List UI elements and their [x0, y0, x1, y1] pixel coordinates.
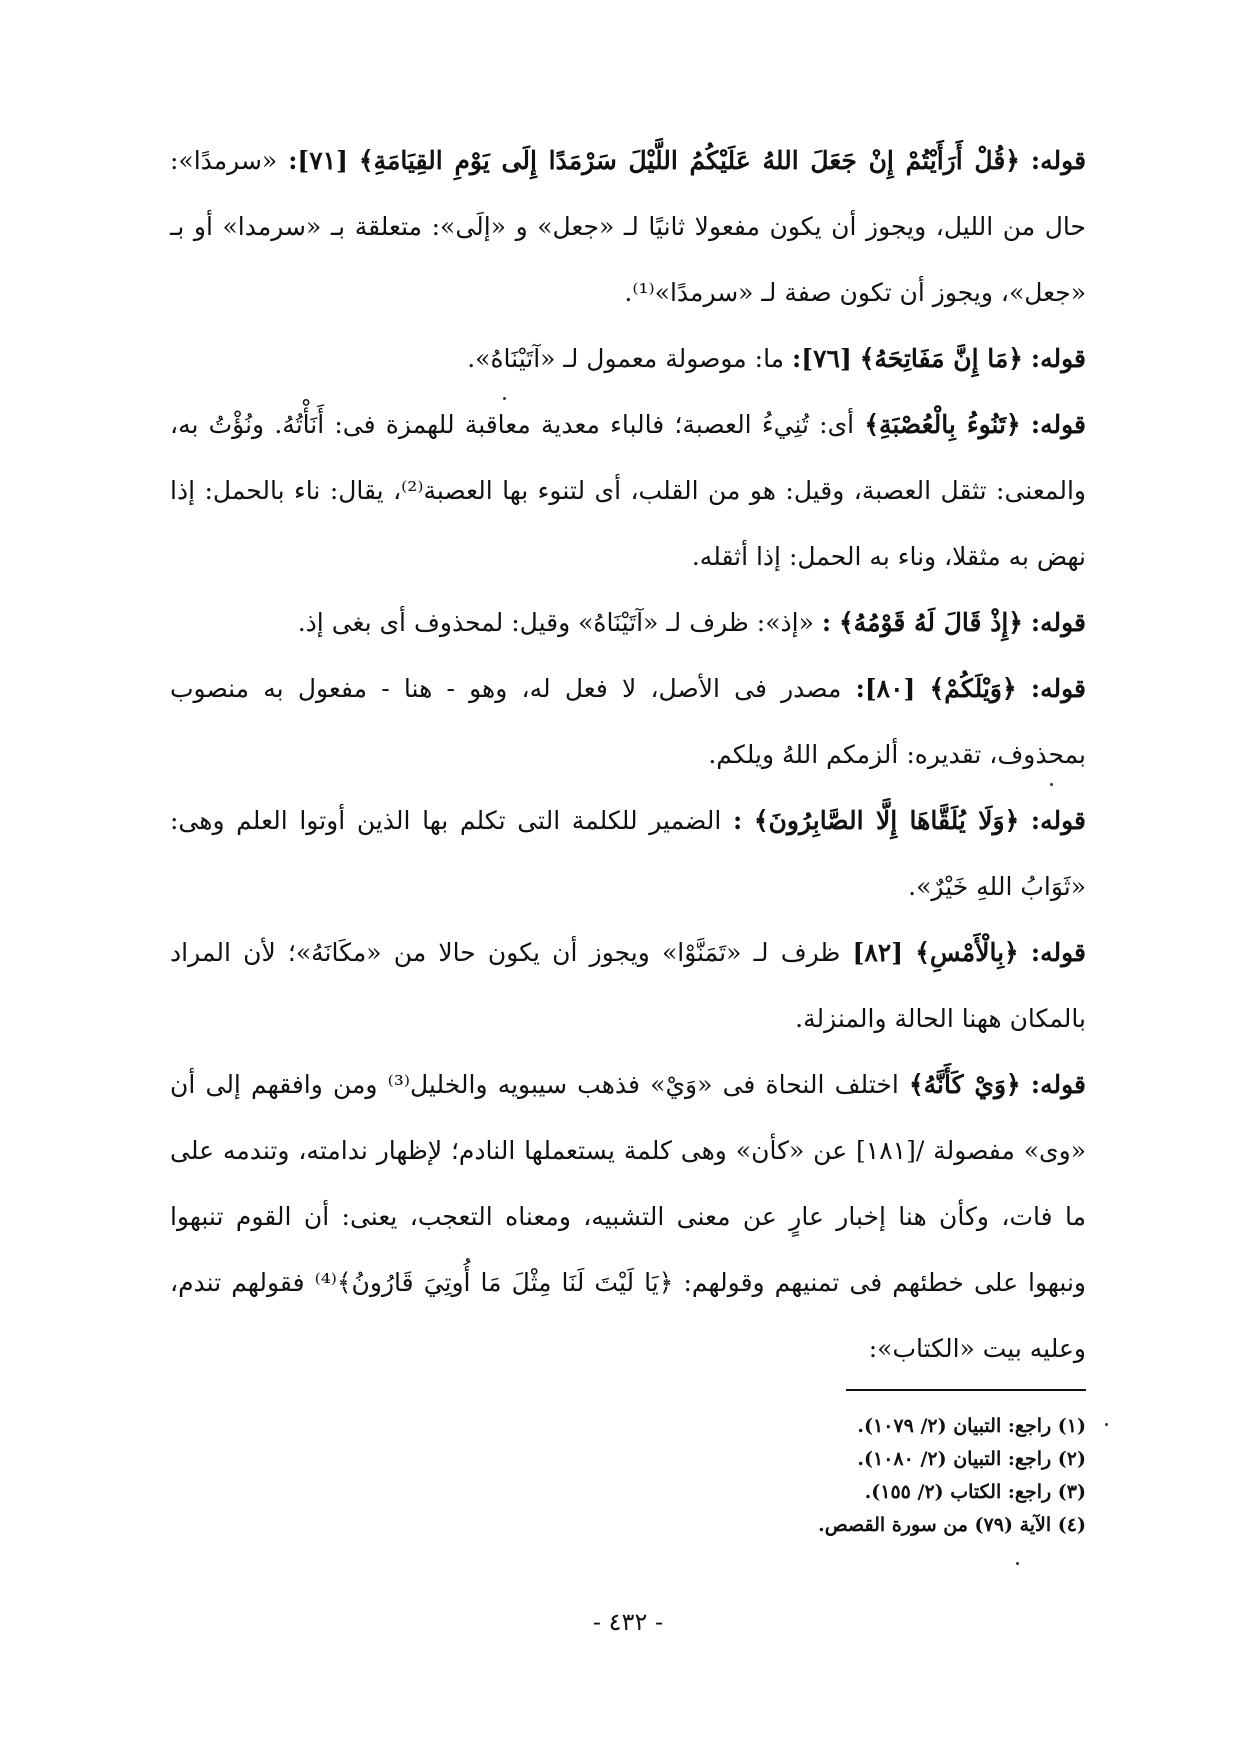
lead-label: قوله:: [1030, 938, 1087, 967]
paragraph-4: [170, 590, 1086, 656]
quran-verse: ﴿قُلْ أَرَأَيْتُمْ إِنْ جَعَلَ اللهُ عَلَيْكُمُ اللَّيْلَ سَرْمَدًا إِلَى يَوْمِ القِيَامَةِ﴾: [358, 146, 1020, 175]
page: [170, 0, 1086, 1754]
lead-label: قوله:: [1030, 344, 1086, 373]
commentary-text: «سرمدًا»: حال من الليل، ويجوز أن يكون مفعولا ثانيًا لـ «جعل» و «إلَى»: متعلقة بـ «سرمدا» أو بـ «جعل»، ويجوز أن تكون صفة لـ «سرمدًا»⁽¹⁾.: [170, 146, 1086, 307]
lead-label: قوله:: [1030, 674, 1086, 703]
commentary-text: مصدر فى الأصل، لا فعل له، وهو - هنا - مفعول به منصوب بمحذوف، تقديره: ألزمكم اللهُ ويلكم.: [170, 674, 1086, 769]
lead-label: قوله:: [1030, 146, 1087, 175]
quran-verse: ﴿وَيْلَكُمْ﴾: [929, 674, 1017, 703]
footnote-3: (٣) راجع: الكتاب (٢/ ١٥٥).: [864, 1481, 1086, 1503]
verse-ref: [٧٦]:: [792, 344, 852, 373]
quran-verse: ﴿مَا إِنَّ مَفَاتِحَهُ﴾: [859, 344, 1023, 373]
scan-speck: [1105, 1423, 1108, 1426]
verse-ref: [٨٢]: [852, 938, 904, 967]
paragraph-8: [170, 1052, 1086, 1382]
commentary-text: الضمير للكلمة التى تكلم بها الذين أوتوا العلم وهى: «ثَوَابُ اللهِ خَيْرٌ».: [170, 806, 1086, 901]
verse-ref: :: [821, 608, 832, 637]
paragraph-1: [170, 128, 1086, 326]
lead-label: قوله:: [1030, 806, 1087, 835]
quran-verse: ﴿إِذْ قَالَ لَهُ قَوْمُهُ﴾: [839, 608, 1023, 637]
commentary-text: ما: موصولة معمول لـ «آتَيْنَاهُ».: [467, 344, 785, 373]
quran-verse: ﴿تَنُوءُ بِالْعُصْبَةِ﴾: [864, 410, 1021, 439]
quran-verse: ﴿بِالْأَمْسِ﴾: [915, 938, 1019, 967]
paragraph-3: [170, 392, 1086, 590]
paragraph-5: [170, 656, 1086, 788]
verse-ref: [٧١]:: [288, 146, 348, 175]
footnotes: [170, 1410, 1086, 1542]
paragraph-6: [170, 788, 1086, 920]
footnote-1: (١) راجع: التبيان (٢/ ١٠٧٩).: [857, 1415, 1086, 1437]
footnote-separator: [846, 1389, 1086, 1391]
scan-speck: [1016, 1562, 1019, 1565]
paragraph-2: [170, 326, 1086, 392]
commentary-text: اختلف النحاة فى «وَيْ» فذهب سيبويه والخليل⁽³⁾ ومن وافقهم إلى أن «وى» مفصولة /[١٨١] عن «كأن» وهى كلمة يستعملها النادم؛ لإظهار ندامته، وتندمه على ما فات، وكأن هنا إخبار عارٍ عن معنى التشبيه، ومعناه التعجب، يعنى: أن القوم تنبهوا ونبهوا على خطئهم فى تمنيهم وقولهم: ﴿يَا لَيْتَ لَنَا مِثْلَ مَا أُوتِيَ قَارُونُ﴾⁽⁴⁾ فقولهم تندم، وعليه بيت «الكتاب»:: [170, 1070, 1087, 1363]
quran-verse: ﴿وَلَا يُلَقَّاهَا إِلَّا الصَّابِرُونَ﴾: [753, 806, 1020, 835]
scan-speck: [1050, 783, 1053, 786]
page-number: - ٤٣٢ -: [592, 1608, 664, 1636]
footnote-2: (٢) راجع: التبيان (٢/ ١٠٨٠).: [857, 1448, 1086, 1470]
commentary-text: ظرف لـ «تَمَنَّوْا» ويجوز أن يكون حالا من «مكَانَهُ»؛ لأن المراد بالمكان ههنا الحالة والمنزلة.: [170, 938, 1086, 1033]
verse-ref: :: [732, 806, 743, 835]
commentary-text: «إذ»: ظرف لـ «آتَيْنَاهُ» وقيل: لمحذوف أى بغى إذ.: [297, 608, 814, 637]
verse-ref: [٨٠]:: [855, 674, 916, 703]
paragraph-7: [170, 920, 1086, 1052]
quran-verse: ﴿وَيْ كَأَنَّهُ﴾: [908, 1070, 1021, 1099]
footnote-4: (٤) الآية (٧٩) من سورة القصص.: [818, 1514, 1086, 1536]
lead-label: قوله:: [1030, 1070, 1087, 1099]
scan-speck: [503, 397, 506, 400]
lead-label: قوله:: [1030, 410, 1086, 439]
commentary-text: أى: تُنِيءُ العصبة؛ فالباء معدية معاقبة للهمزة فى: أَنَأْتُهُ. ونُؤْتُ به، والمعنى: تثقل العصبة، وقيل: هو من القلب، أى لتنوء بها العصبة⁽²⁾، يقال: ناء بالحمل: إذا نهض به مثقلا، وناء به الحمل: إذا أثقله.: [170, 410, 1086, 571]
lead-label: قوله:: [1030, 608, 1086, 637]
